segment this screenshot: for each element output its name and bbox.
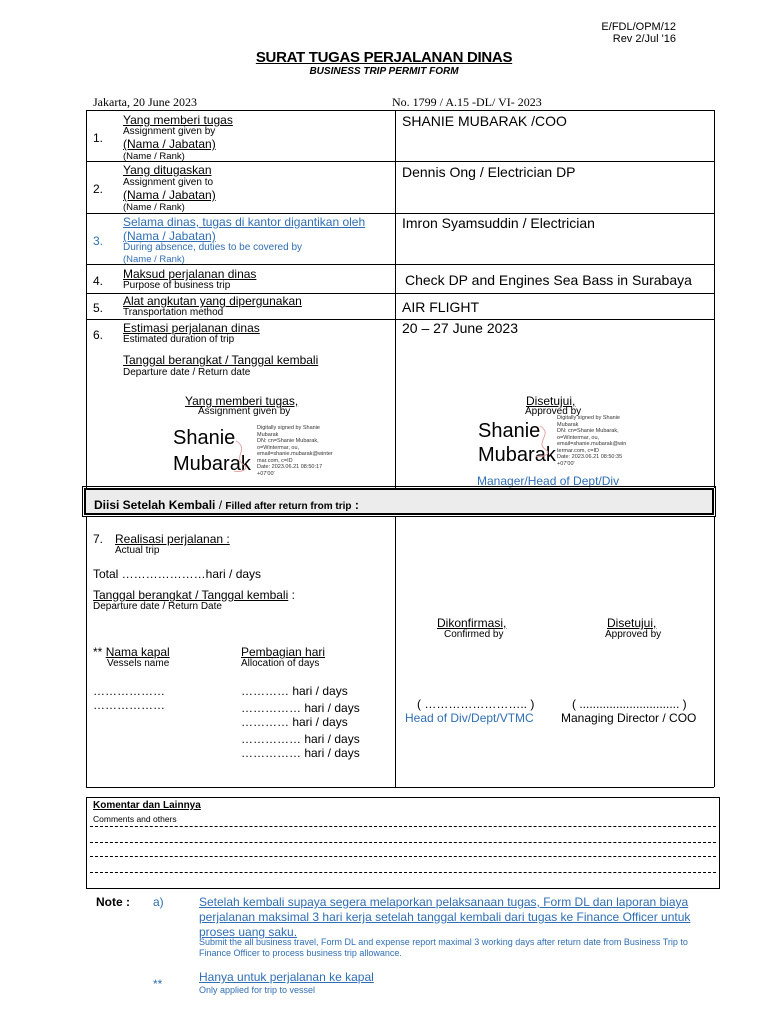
row-value-transport: AIR FLIGHT xyxy=(402,299,480,315)
allocation-line: …………… hari / days xyxy=(241,701,360,715)
signature-right-block xyxy=(478,415,708,473)
vessel-title-text: Nama kapal xyxy=(105,645,170,659)
signature-meta-line: Mubarak xyxy=(257,431,279,438)
place-date: Jakarta, 20 June 2023 xyxy=(93,95,197,109)
row-subtitle: Assignment given to xyxy=(123,177,214,188)
signature-scribble xyxy=(530,424,560,460)
row-subtitle: During absence, duties to be covered by xyxy=(123,242,302,253)
table-top-line xyxy=(86,110,714,111)
allocation-line: …………… hari / days xyxy=(241,746,360,760)
note-a-label: a) xyxy=(153,895,164,909)
allocation-line: …………… hari / days xyxy=(241,732,360,746)
confirm-subtitle: Confirmed by xyxy=(444,629,504,640)
row-name-label: (Nama / Jabatan) xyxy=(123,229,216,243)
signature-meta-line: email=shanie.mubarak@winter xyxy=(257,451,333,457)
table-right-border xyxy=(714,110,715,488)
table-left-border xyxy=(86,110,87,488)
row-number: 5. xyxy=(93,301,104,315)
form-revision: Rev 2/Jul '16 xyxy=(612,33,676,45)
vessel-line: ……………… xyxy=(93,698,165,712)
form-code: E/FDL/OPM/12 xyxy=(601,21,676,33)
lower-table-bottom-line xyxy=(86,787,714,788)
signature-right-title: Disetujui, xyxy=(526,394,576,408)
comments-title: Komentar dan Lainnya xyxy=(93,800,201,811)
departure-title: Tanggal berangkat / Tanggal kembali xyxy=(123,353,319,367)
row-subtitle: Estimated duration of trip xyxy=(123,334,235,345)
vessel-line: ……………… xyxy=(93,684,165,698)
row-title: Alat angkutan yang dipergunakan xyxy=(123,294,302,308)
signature-scribble xyxy=(228,439,258,475)
signature-meta-line: mar.com, c=ID xyxy=(257,457,293,464)
signature-meta-line: Date: 2023.06.21 08:50:35 xyxy=(557,454,623,460)
row-name-sublabel: (Name / Rank) xyxy=(123,254,185,265)
signature-meta-line: +07'00' xyxy=(257,470,275,477)
row-value-assigner: SHANIE MUBARAK /COO xyxy=(402,113,567,129)
signature-meta-line: o=Wintermar, ou, xyxy=(257,444,300,451)
approve-subtitle: Approved by xyxy=(605,629,662,640)
actual-dates-title xyxy=(93,588,295,602)
departure-subtitle: Departure date / Return date xyxy=(123,367,251,378)
page-subtitle: BUSINESS TRIP PERMIT FORM xyxy=(309,66,459,77)
signature-meta-line: termar.com, c=ID xyxy=(557,447,600,454)
signature-meta-line: o=Wintermar, ou, xyxy=(557,434,600,441)
note-a-english: Submit the all business travel, Form DL and expense report maximal 3 working days after return date from Business Trip to Finance Officer to process business trip allowance. xyxy=(199,937,688,958)
row-title: Yang memberi tugas xyxy=(123,113,233,127)
approve-signature-blank: ( .............................. ) xyxy=(572,697,687,711)
row-name-sublabel: (Name / Rank) xyxy=(123,151,185,162)
lower-table-left-border xyxy=(86,517,87,787)
row-number: 1. xyxy=(93,131,104,145)
note-a-text: Setelah kembali supaya segera melaporkan pelaksanaan tugas, Form DL dan laporan biaya perjalanan maksimal 3 hari kerja setelah tanggal kembali dari tugas ke Finance Officer untuk proses uang saku. xyxy=(199,895,691,939)
actual-subtitle: Actual trip xyxy=(115,545,160,556)
confirm-title: Dikonfirmasi, xyxy=(437,616,507,630)
actual-title: Realisasi perjalanan : xyxy=(115,532,230,546)
document-number: No. 1799 / A.15 -DL/ VI- 2023 xyxy=(392,95,542,109)
row-divider xyxy=(86,213,714,214)
lower-table-center-divider xyxy=(395,517,396,787)
note-label: Note : xyxy=(96,895,130,909)
signature-right-meta xyxy=(557,415,626,467)
signature-left-meta xyxy=(257,425,333,477)
return-section-label-en: Filled after return from trip xyxy=(225,501,352,512)
actual-dates-subtitle: Departure date / Return Date xyxy=(93,601,222,612)
approve-title: Disetujui, xyxy=(607,616,657,630)
comment-line xyxy=(90,872,716,873)
row-number: 6. xyxy=(93,328,104,342)
comment-line xyxy=(90,826,716,827)
signature-left-block xyxy=(173,425,373,480)
row-number: 2. xyxy=(93,182,104,196)
row-title: Selama dinas, tugas di kantor digantikan oleh xyxy=(123,215,366,229)
actual-total-days: Total …………………hari / days xyxy=(93,567,262,581)
row-value-assignee: Dennis Ong / Electrician DP xyxy=(402,164,576,180)
vessel-title xyxy=(93,645,170,659)
row-divider xyxy=(86,319,714,320)
signature-meta-line: Digitally signed by Shanie xyxy=(257,425,320,431)
signature-left-title: Yang memberi tugas, xyxy=(185,394,299,408)
row-subtitle: Purpose of business trip xyxy=(123,280,231,291)
signature-meta-line: Digitally signed by Shanie xyxy=(557,415,620,421)
row-value-duration: 20 – 27 June 2023 xyxy=(402,320,518,336)
signature-meta-line: Date: 2023.06.21 08:50:17 xyxy=(257,464,323,470)
vessel-title-marker: ** xyxy=(93,645,106,659)
row-name-label: (Nama / Jabatan) xyxy=(123,188,216,202)
signature-right-subtitle: Approved by xyxy=(525,406,582,417)
signature-left-subtitle: Assignment given by xyxy=(198,406,291,417)
row-title: Maksud perjalanan dinas xyxy=(123,267,257,281)
signature-meta-line: Mubarak xyxy=(557,421,579,428)
return-section-label xyxy=(94,496,359,514)
signature-right-role: Manager/Head of Dept/Div xyxy=(477,474,620,488)
comment-line xyxy=(90,856,716,857)
row-value-purpose: Check DP and Engines Sea Bass in Surabaya xyxy=(405,272,692,288)
actual-dates-colon: : xyxy=(288,588,295,602)
return-section-label-id: Diisi Setelah Kembali xyxy=(94,498,216,512)
actual-number: 7. xyxy=(93,532,104,546)
signature-left-name-2: Mubarak xyxy=(173,453,251,475)
row-subtitle: Transportation method xyxy=(123,307,224,318)
row-value-substitute: Imron Syamsuddin / Electrician xyxy=(402,215,595,231)
comments-box[interactable] xyxy=(86,797,720,889)
page-title: SURAT TUGAS PERJALANAN DINAS xyxy=(255,49,513,66)
signature-meta-line: +07'00' xyxy=(557,460,575,467)
table-center-divider xyxy=(395,110,396,488)
vessel-subtitle: Vessels name xyxy=(107,658,170,669)
signature-meta-line: DN: cn=Shanie Mubarak, xyxy=(557,428,619,434)
allocation-title: Pembagian hari xyxy=(241,645,326,659)
row-title: Estimasi perjalanan dinas xyxy=(123,321,260,335)
signature-left-name-1: Shanie xyxy=(173,427,236,449)
note-b-label: ** xyxy=(153,977,163,991)
comments-subtitle: Comments and others xyxy=(93,814,177,824)
approve-role: Managing Director / COO xyxy=(561,711,697,725)
lower-table-right-border xyxy=(714,517,715,787)
allocation-line: ………… hari / days xyxy=(241,715,348,729)
row-number: 4. xyxy=(93,274,104,288)
row-title: Yang ditugaskan xyxy=(123,163,212,177)
confirm-role: Head of Div/Dept/VTMC xyxy=(405,711,534,725)
signature-right-name-1: Shanie xyxy=(478,420,541,442)
signature-meta-line: email=shanie.mubarak@win xyxy=(557,441,627,447)
note-b-english: Only applied for trip to vessel xyxy=(199,985,316,995)
actual-dates-title-text: Tanggal berangkat / Tanggal kembali xyxy=(93,588,289,602)
row-name-label: (Nama / Jabatan) xyxy=(123,137,216,151)
allocation-subtitle: Allocation of days xyxy=(241,658,320,669)
row-name-sublabel: (Name / Rank) xyxy=(123,202,185,213)
row-subtitle: Assignment given by xyxy=(123,126,216,137)
allocation-line: ………… hari / days xyxy=(241,684,348,698)
signature-meta-line: DN: cn=Shanie Mubarak, xyxy=(257,438,319,444)
return-section-colon: : xyxy=(351,498,359,512)
return-section-separator: / xyxy=(215,498,226,512)
return-section-bar xyxy=(84,488,714,515)
confirm-signature-blank: ( …………………….. ) xyxy=(417,697,535,711)
comment-line xyxy=(90,842,716,843)
signature-right-name-2: Mubarak xyxy=(478,444,556,466)
note-b-text: Hanya untuk perjalanan ke kapal xyxy=(199,970,374,984)
row-number: 3. xyxy=(93,234,104,248)
